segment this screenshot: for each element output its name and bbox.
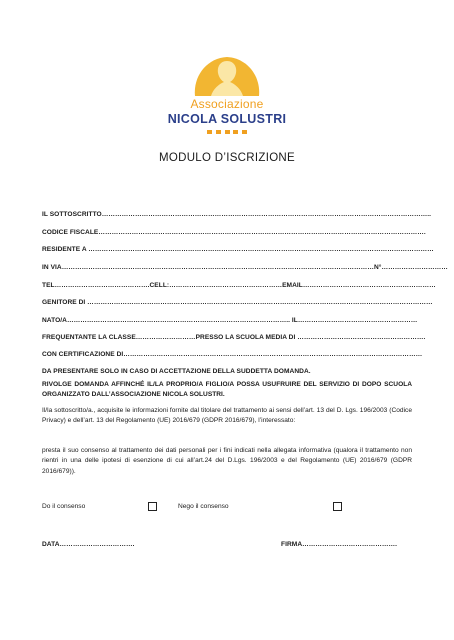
form-title: MODULO D’ISCRIZIONE <box>158 152 296 164</box>
field-genitore[interactable]: GENITORE DI ………………………………………………………………………………………………………………………………………… <box>42 299 433 306</box>
field-codice-fiscale[interactable]: CODICE FISCALE…………………………………………………………………………………………………………………………………. <box>42 229 426 236</box>
logo-association-text: Associazione <box>190 97 264 111</box>
privacy-text: Il/la sottoscritto/a., acquisite le informazioni fornite dal titolare del trattamento ai sensi dell’art. 13 del D. Lgs. 196/2003 (Codice Privacy) e dell’art. 13 del Regolamento (UE) 2016/679 (GDPR 2016/679), l’interessato: <box>42 407 412 425</box>
field-nascita[interactable]: NATO/A……………………………………………………………………………………….. IL……………………………………………… <box>42 317 418 324</box>
request-text: RIVOLGE DOMANDA AFFINCHÉ IL/LA PROPRIO/A FIGLIO/A POSSA USUFRUIRE DEL SERVIZIO DI DOPO SCUOLA ORGANIZZATO DALL’ASSOCIAZIONE NICOLA SOLUSTRI. <box>42 381 412 399</box>
signature-field[interactable]: FIRMA……………………………………. <box>281 541 398 548</box>
logo-name-text: NICOLA SOLUSTRI <box>167 112 287 126</box>
date-field[interactable]: DATA……………………………. <box>42 541 135 548</box>
field-sottoscritto[interactable]: IL SOTTOSCRITTO………………………………………………………………………………………………………………………………….. <box>42 211 432 218</box>
consent-text: presta il suo consenso al trattamento dei dati personali per i fini indicati nella allegata informativa (qualora il trattamento non rientri in una delle ipotesi di esenzione di cui all’art.24 del D.Lgs. 196/2003 e del Regolamento (UE) 2016/679 (GDPR 2016/679)). <box>42 447 412 475</box>
field-via[interactable]: IN VIA……………………………………………………………………………………………………………………………N°………………………… <box>42 264 448 271</box>
field-classe[interactable]: FREQUENTANTE LA CLASSE………………………PRESSO LA SCUOLA MEDIA DI …………………………………………………. <box>42 334 426 341</box>
field-residente[interactable]: RESIDENTE A ………………………………………………………………………………………………………………………………………… <box>42 246 434 253</box>
field-certificazione[interactable]: CON CERTIFICAZIONE DI……………………………………………………………………………………………………………………… <box>42 351 423 358</box>
consent-no-checkbox[interactable] <box>333 502 342 511</box>
consent-yes-checkbox[interactable] <box>148 502 157 511</box>
field-contatti[interactable]: TEL…………………………………….CELL:……………………………………………EMAIL…………………………………………………… <box>42 282 436 289</box>
logo-dots <box>207 130 247 136</box>
note-text: DA PRESENTARE SOLO IN CASO DI ACCETTAZIONE DELLA SUDDETTA DOMANDA. <box>42 368 311 375</box>
association-logo <box>161 54 293 138</box>
consent-yes-label: Do il consenso <box>42 503 86 510</box>
logo-emblem-icon <box>189 54 265 98</box>
consent-no-label: Nego il consenso <box>178 503 229 510</box>
